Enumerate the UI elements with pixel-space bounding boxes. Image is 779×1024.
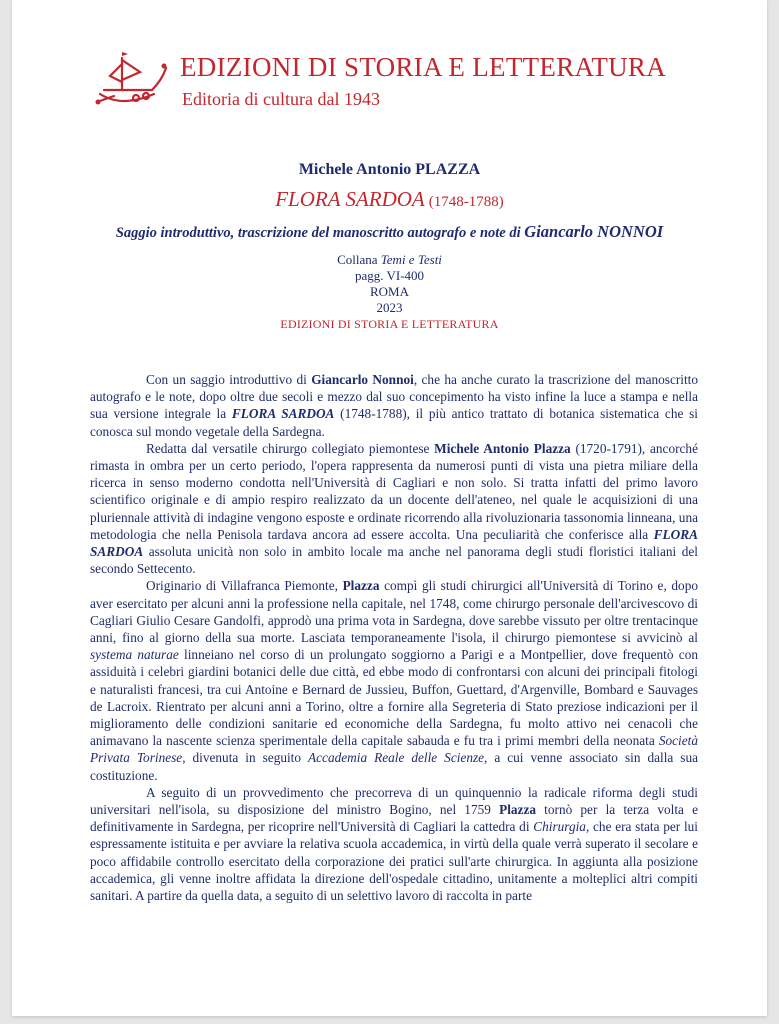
body-text xyxy=(90,371,698,904)
paragraph-3: Originario di Villafranca Piemonte, Plazza compì gli studi chirurgici all'Università di Torino e, dopo aver esercitato per alcuni anni la professione nella capitale, nel 1748, come chirurgo personale dell'arcivescovo di Cagliari Giulio Cesare Gandolfi, approdò una prima vota in Sardegna, dove sarebbe vissuto per oltre trentacinque anni, fino al giorno della sua morte. Lasciata temporaneamente l'isola, il chirurgo piemontese si avvicinò al systema naturae linneiano nel corso di un prolungato soggiorno a Parigi e a Montpellier, dove frequentò con assiduità i celebri giardini botanici delle due città, ed ebbe modo di confrontarsi con alcuni dei principali fitologi e naturalisti francesi, tra cui Antoine e Bernard de Jussieu, Buffon, Guettard, d'Argenville, Bombard e Sauvages de Lacroix. Rientrato per alcuni anni a Torino, oltre a fornire alla Segreteria di Stato preziose indicazioni per il miglioramento delle condizioni sanitarie ed economiche della Sardegna, fu molto attivo nei cenacoli che animavano la nascente scienza sperimentale della capitale sabauda e fu tra i primi membri della neonata Società Privata Torinese, divenuta in seguito Accademia Reale delle Scienze, a cui venne associato sin dalla sua costituzione. xyxy=(90,578,699,783)
book-editor: Giancarlo NONNOI xyxy=(524,222,664,241)
publication-city: ROMA xyxy=(369,284,409,299)
book-subtitle xyxy=(12,222,767,242)
publisher-tagline: Editoria di cultura dal 1943 xyxy=(182,89,380,109)
collana-label: Collana xyxy=(337,252,378,267)
document-page xyxy=(12,0,767,1016)
book-author: Michele Antonio PLAZZA xyxy=(298,161,481,178)
ship-logo-icon xyxy=(92,50,174,112)
publication-year: 2023 xyxy=(376,300,403,315)
collana-name: Temi e Testi xyxy=(380,252,442,267)
book-title-line xyxy=(12,187,767,212)
paragraph-2: Redatta dal versatile chirurgo collegiato piemontese Michele Antonio Plazza (1720-1791), ancorché rimasta in ombra per un certo periodo, l'opera rappresenta da numerosi punti di vista una pietra miliare della ricerca in senso moderno condotta nell'Università di Cagliari e non solo. Si tratta infatti del primo lavoro scientifico originale e di ampio respiro realizzato da un docente dell'ateneo, nel quale le acquisizioni di una pluriennale attività di indagine vengono esposte e ordinate ricorrendo alla rivoluzionaria tassonomia linneana, una metodologia che nella Penisola tardava ancora ad essere accolta. Una peculiarità che conferisce alla FLORA SARDOA assoluta unicità non solo in ambito locale ma anche nel panorama degli studi floristici italiani del secondo Settecento. xyxy=(90,440,698,577)
page-count: pagg. VI-400 xyxy=(354,268,425,283)
publisher-name: EDIZIONI DI STORIA E LETTERATURA xyxy=(180,52,667,82)
book-title: FLORA SARDOA xyxy=(275,187,425,211)
collana xyxy=(12,252,767,268)
publisher-small: EDIZIONI DI STORIA E LETTERATURA xyxy=(280,317,499,331)
book-years: (1748-1788) xyxy=(428,194,504,210)
paragraph-1: Con un saggio introduttivo di Giancarlo Nonnoi, che ha anche curato la trascrizione del manoscritto autografo e le note, dopo oltre due secoli e mezzo dal suo concepimento ha visto infine la luce a stampa e nella sua versione integrale la FLORA SARDOA (1748-1788), il più antico trattato di botanica sistematica che si conosca sul mondo vegetale della Sardegna. xyxy=(90,372,699,439)
paragraph-4: A seguito di un provvedimento che precorreva di un quinquennio la radicale riforma degli studi universitari nell'isola, su disposizione del ministro Bogino, nel 1759 Plazza tornò per la terza volta e definitivamente in Sardegna, per ricoprire nell'Università di Cagliari la cattedra di Chirurgia, che era stata per lui espressamente istituita e per avviare la relativa scuola accademica, in virtù della quale verrà superato il secolare e poco affidabile controllo esercitato della corporazione dei pratici sull'arte chirurgica. In aggiunta alla posizione accademica, gli venne inoltre affidata la direzione dell'ospedale cittadino, unitamente a molteplici altri compiti sanitari. A partire da quella data, a seguito di un selettivo lavoro di raccolta in parte xyxy=(90,784,698,904)
subtitle-prefix: Saggio introduttivo, trascrizione del manoscritto autografo e note di xyxy=(115,225,521,241)
